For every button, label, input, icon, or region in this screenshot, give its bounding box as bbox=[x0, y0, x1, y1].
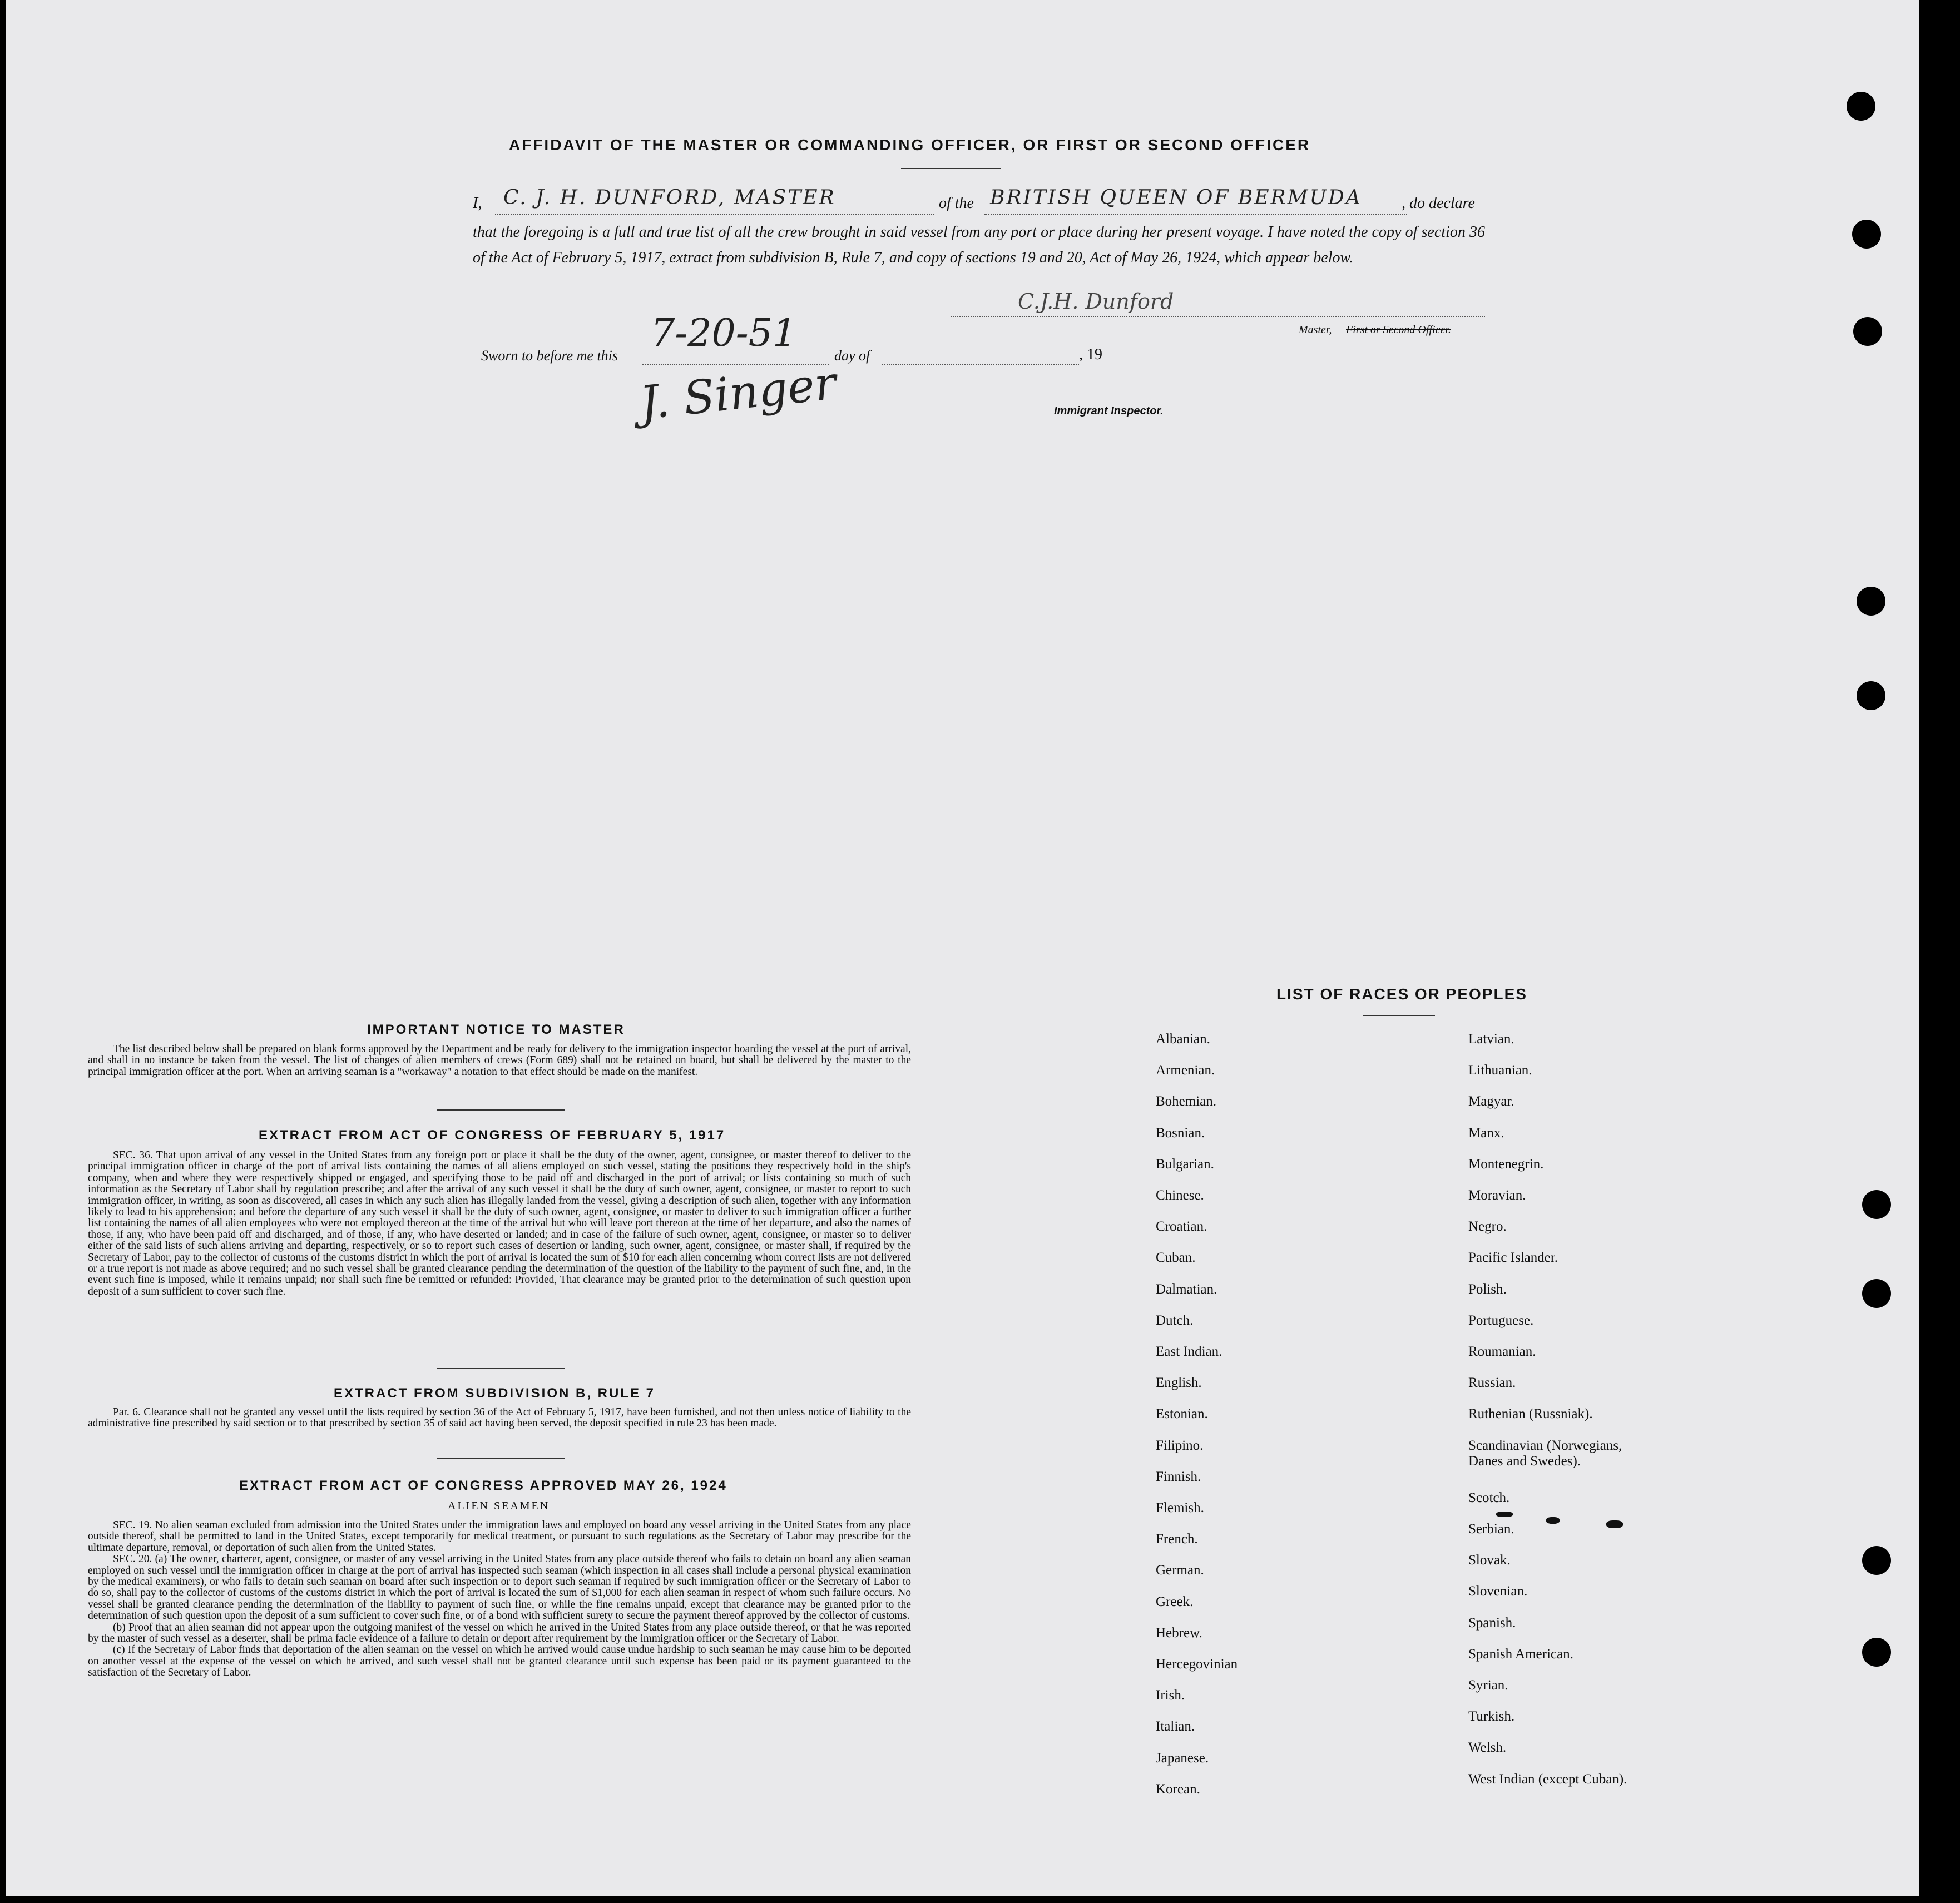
affidavit-do-declare: , do declare bbox=[1402, 195, 1475, 212]
notice-title: IMPORTANT NOTICE TO MASTER bbox=[367, 1022, 625, 1037]
race-item: Portuguese. bbox=[1468, 1313, 1534, 1328]
document-page bbox=[6, 0, 1919, 1896]
race-item: Magyar. bbox=[1468, 1094, 1514, 1109]
divider bbox=[1363, 1015, 1435, 1016]
race-item: Chinese. bbox=[1156, 1188, 1204, 1203]
race-item: Albanian. bbox=[1156, 1032, 1210, 1047]
race-item: Lithuanian. bbox=[1468, 1063, 1532, 1078]
race-item: Serbian. bbox=[1468, 1522, 1514, 1537]
race-item: Hercegovinian bbox=[1156, 1657, 1238, 1672]
race-item: Welsh. bbox=[1468, 1740, 1507, 1755]
race-item: French. bbox=[1156, 1532, 1198, 1547]
sec-20a-paragraph: SEC. 20. (a) The owner, charterer, agent, consignee, or master of any vessel arriving in the United States from any place outside thereof who fails to detain on board any alien seaman employed on such vessel until the immigration officer in charge at the port of arrival has inspected such seaman (which inspection in all cases shall include a personal physical examination by the medical examiners), or who fails to detain such seaman on board after such inspection or to deport such seaman if required by such immigration officer or the Secretary of Labor to do so, shall pay to the collector of customs of the customs district in which the port of arrival is located the sum of $1,000 for each alien seaman in respect of whom such failure occurs. No vessel shall be granted clearance pending the determination of the liability to payment of such fine, or while the fine remains unpaid, except that clearance may be granted prior to the determination of such question upon the deposit of a sum sufficient to cover such fine, or of a bond with sufficient surety to secure the payment thereof approved by the collector of customs. bbox=[88, 1553, 911, 1622]
race-item: Spanish. bbox=[1468, 1615, 1516, 1631]
master-signature-line bbox=[951, 316, 1485, 317]
race-item: Filipino. bbox=[1156, 1438, 1204, 1453]
punch-hole-icon bbox=[1862, 1546, 1891, 1575]
rule7-body bbox=[88, 1407, 911, 1430]
race-item: Italian. bbox=[1156, 1719, 1195, 1734]
race-item: Roumanian. bbox=[1468, 1344, 1536, 1359]
punch-hole-icon bbox=[1857, 587, 1885, 616]
race-item: Scotch. bbox=[1468, 1490, 1510, 1505]
affidavit-body: that the foregoing is a full and true list of all the crew brought in said vessel from any port or place during her present voyage. I have noted the copy of section 36 of the Act of February 5, 1917, extract from subdivision B, Rule 7, and copy of sections 19 and 20, Act of May 26, 1924, which appear below. bbox=[473, 224, 1485, 266]
inspector-signature: J. Singer bbox=[637, 356, 839, 430]
race-item: Slovak. bbox=[1468, 1553, 1511, 1568]
race-item: Cuban. bbox=[1156, 1250, 1196, 1265]
year-prefix: , 19 bbox=[1079, 346, 1102, 363]
extract-1917-body bbox=[88, 1150, 911, 1297]
race-item: East Indian. bbox=[1156, 1344, 1222, 1359]
race-item: Hebrew. bbox=[1156, 1626, 1202, 1641]
divider bbox=[901, 168, 1001, 169]
race-item: Montenegrin. bbox=[1468, 1157, 1544, 1172]
rule7-title: EXTRACT FROM SUBDIVISION B, RULE 7 bbox=[334, 1386, 656, 1401]
alien-seamen-subtitle: ALIEN SEAMEN bbox=[448, 1500, 550, 1512]
race-item: Armenian. bbox=[1156, 1063, 1215, 1078]
race-item: Moravian. bbox=[1468, 1188, 1526, 1203]
inspector-caption: Immigrant Inspector. bbox=[1054, 405, 1164, 417]
race-item: Bulgarian. bbox=[1156, 1157, 1214, 1172]
affidavit-pre-name: I, bbox=[473, 195, 482, 212]
race-item: Syrian. bbox=[1468, 1678, 1508, 1693]
struck-caption: First or Second Officer. bbox=[1346, 324, 1451, 336]
section-36-paragraph: SEC. 36. That upon arrival of any vessel in the United States from any foreign port or place it shall be the duty of the owner, agent, consignee, or master thereof to deliver to the principal immigration officer in charge of the port of arrival lists containing the names of all aliens employed on such vessel, stating the positions they respectively hold in the ship's company, when and where they were respectively shipped or engaged, and specifying those to be paid off and discharged in the port of arrival; or lists containing so much of such information as the Secretary of Labor shall by regulation prescribe; and after the arrival of any such vessel it shall be the duty of such owner, agent, consignee, or master to report to such immigration officer, in writing, as soon as discovered, all cases in which any such alien has illegally landed from the vessel, giving a description of such alien, together with any information likely to lead to his apprehension; and before the departure of any such vessel it shall be the duty of such owner, agent, consignee, or master to deliver to such immigration officer a further list containing the names of all alien employees who were not employed thereon at the time of the arrival but who will leave port thereon at the time of her departure, and also the names of those, if any, who have been paid off and discharged, and of those, if any, who have deserted or landed; and in case of the failure of such owner, agent, consignee, or master so to deliver either of the said lists of such aliens arriving and departing, respectively, or so to report such cases of desertion or landing, such owner, agent, consignee, or master shall, if required by the Secretary of Labor, pay to the collector of customs of the customs district in which the port of arrival is located the sum of $10 for each alien concerning whom correct lists are not delivered or a true report is not made as above required; and no such vessel shall be granted clearance pending the determination of the question of the liability to the payment of such fine, and, in the event such fine is imposed, while it remains unpaid; nor shall such fine be remitted or refunded: Provided, That clearance may be granted prior to the determination of such question upon deposit of a sum sufficient to cover such fine. bbox=[88, 1149, 911, 1297]
race-item: Greek. bbox=[1156, 1594, 1194, 1609]
race-item: Finnish. bbox=[1156, 1469, 1201, 1484]
ink-blot bbox=[1606, 1520, 1623, 1528]
notice-body bbox=[88, 1044, 911, 1078]
race-item: Bohemian. bbox=[1156, 1094, 1217, 1109]
extract-1924-body bbox=[88, 1520, 911, 1679]
extract-1917-title: EXTRACT FROM ACT OF CONGRESS OF FEBRUARY 5, 1917 bbox=[259, 1128, 726, 1143]
day-of-label: day of bbox=[834, 348, 870, 364]
race-item: Negro. bbox=[1468, 1219, 1507, 1234]
punch-hole-icon bbox=[1853, 317, 1882, 346]
punch-hole-icon bbox=[1847, 92, 1875, 121]
race-item: Dutch. bbox=[1156, 1313, 1194, 1328]
race-item: Dalmatian. bbox=[1156, 1282, 1217, 1297]
affidavit-title: AFFIDAVIT OF THE MASTER OR COMMANDING OFFICER, OR FIRST OR SECOND OFFICER bbox=[509, 136, 1311, 153]
ink-blot bbox=[1546, 1517, 1560, 1524]
race-item: Spanish American. bbox=[1468, 1647, 1573, 1662]
rule7-paragraph: Par. 6. Clearance shall not be granted any vessel until the lists required by section 36 of the Act of February 5, 1917, have been furnished, and not then unless notice of liability to the administrative fine prescribed by said section or to that prescribed by section 35 of said act having been served, the deposit specified in rule 23 has been made. bbox=[88, 1406, 911, 1430]
race-item: Croatian. bbox=[1156, 1219, 1207, 1234]
divider bbox=[437, 1458, 565, 1459]
master-caption: Master, bbox=[1299, 324, 1332, 336]
vessel-name-line bbox=[984, 214, 1407, 215]
race-item: Estonian. bbox=[1156, 1406, 1208, 1421]
race-item: German. bbox=[1156, 1563, 1204, 1578]
race-item: Irish. bbox=[1156, 1688, 1185, 1703]
race-item: Turkish. bbox=[1468, 1709, 1515, 1724]
extract-1924-title: EXTRACT FROM ACT OF CONGRESS APPROVED MAY 26, 1924 bbox=[239, 1478, 727, 1493]
sworn-date-handwritten: 7-20-51 bbox=[651, 311, 797, 355]
punch-hole-icon bbox=[1862, 1638, 1891, 1667]
race-item: Russian. bbox=[1468, 1375, 1516, 1390]
punch-hole-icon bbox=[1862, 1279, 1891, 1308]
sec-20b-paragraph: (b) Proof that an alien seaman did not appear upon the outgoing manifest of the vessel on which he arrived in the United States from any place outside thereof, or that he was reported by the master of such vessel as a deserter, shall be prima facie evidence of a failure to detain or deport after requirement by the immigration officer or the Secretary of Labor. bbox=[88, 1621, 911, 1645]
punch-hole-icon bbox=[1862, 1190, 1891, 1219]
race-item: Korean. bbox=[1156, 1782, 1200, 1797]
race-item: Manx. bbox=[1468, 1126, 1504, 1141]
race-item: Ruthenian (Russniak). bbox=[1468, 1406, 1593, 1421]
ink-blot bbox=[1496, 1512, 1513, 1517]
race-item: Polish. bbox=[1468, 1282, 1507, 1297]
sworn-prefix: Sworn to before me this bbox=[481, 348, 618, 364]
races-title: LIST OF RACES OR PEOPLES bbox=[1276, 985, 1527, 1003]
race-item: Pacific Islander. bbox=[1468, 1250, 1558, 1265]
notice-paragraph: The list described below shall be prepared on blank forms approved by the Department and be ready for delivery to the immigration inspector boarding the vessel at the port of arrival, and shall in no instance be taken from the vessel. The list of changes of alien members of crews (Form 689) shall not be retained on board, but shall be delivered by the master to the principal immigration officer at the port. When an arriving seaman is a "workaway" a notation to that effect should be made on the manifest. bbox=[88, 1043, 911, 1078]
sec-19-paragraph: SEC. 19. No alien seaman excluded from admission into the United States under the immigration laws and employed on board any vessel arriving in the United States from any place outside thereof, shall be permitted to land in the United States, except temporarily for medical treatment, or pursuant to such regulations as the Secretary of Labor may prescribe for the ultimate departure, removal, or deportation of such alien from the United States. bbox=[88, 1519, 911, 1554]
punch-hole-icon bbox=[1852, 220, 1881, 249]
race-item: West Indian (except Cuban). bbox=[1468, 1772, 1627, 1787]
divider bbox=[437, 1109, 565, 1111]
master-name-handwritten: C. J. H. DUNFORD, MASTER bbox=[503, 186, 836, 209]
master-name-line bbox=[495, 214, 934, 215]
race-item: Flemish. bbox=[1156, 1500, 1204, 1515]
master-signature: C.J.H. Dunford bbox=[1018, 289, 1174, 314]
race-item: Japanese. bbox=[1156, 1751, 1209, 1766]
vessel-name-handwritten: BRITISH QUEEN OF BERMUDA bbox=[990, 186, 1362, 209]
punch-hole-icon bbox=[1857, 681, 1885, 710]
race-item: Slovenian. bbox=[1468, 1584, 1528, 1599]
sec-20c-paragraph: (c) If the Secretary of Labor finds that deportation of the alien seaman on the vessel on which he arrived would cause undue hardship to such seaman he may cause him to be deported on another vessel at the expense of the vessel on which he arrived, and such vessel shall not be granted clearance until such expense has been paid or its payment guaranteed to the satisfaction of the Secretary of Labor. bbox=[88, 1644, 911, 1679]
race-item: Bosnian. bbox=[1156, 1126, 1205, 1141]
divider bbox=[437, 1368, 565, 1369]
race-item: English. bbox=[1156, 1375, 1202, 1390]
race-item: Scandinavian (Norwegians, Danes and Swedes). bbox=[1468, 1438, 1622, 1469]
month-line bbox=[882, 364, 1079, 365]
affidavit-of-the: of the bbox=[939, 195, 974, 212]
race-item: Latvian. bbox=[1468, 1032, 1514, 1047]
